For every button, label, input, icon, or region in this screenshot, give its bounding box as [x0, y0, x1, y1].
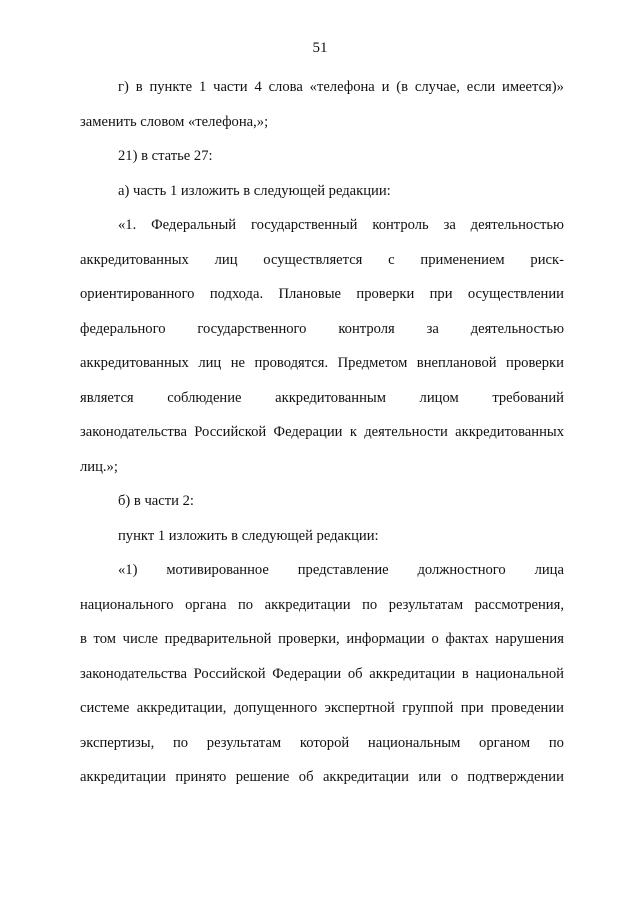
- word: «1.: [118, 217, 137, 233]
- word: к: [349, 424, 357, 440]
- text-line: [80, 691, 564, 726]
- word: аккредитованных: [80, 251, 189, 268]
- word: мотивированное: [166, 562, 269, 578]
- text-line: [80, 381, 564, 416]
- word: Плановые: [278, 286, 342, 302]
- text-line: [80, 277, 564, 312]
- word: допущенного: [233, 700, 318, 716]
- word: и: [381, 79, 390, 95]
- word: пункте: [149, 79, 193, 95]
- word: аккредитации,: [136, 700, 227, 716]
- word: подхода.: [209, 286, 264, 302]
- word: слова: [268, 79, 303, 95]
- text-line: заменить словом «телефона,»;: [80, 113, 269, 130]
- word: контроля: [338, 320, 395, 337]
- text-line: [80, 726, 564, 761]
- word: осуществлении: [467, 286, 564, 302]
- word: «1): [118, 562, 138, 578]
- text-line: [80, 622, 564, 657]
- word: «телефона: [309, 79, 375, 95]
- text-line: [80, 588, 564, 623]
- word: том: [93, 631, 116, 647]
- word: в: [80, 631, 87, 647]
- word: за: [443, 217, 456, 233]
- text-line: [80, 70, 564, 105]
- word: применением: [420, 251, 505, 268]
- word: случае,: [414, 79, 460, 95]
- word: аккредитации: [369, 665, 456, 682]
- word: которой: [299, 734, 350, 751]
- word: предварительной: [164, 631, 272, 647]
- word: результатам: [388, 596, 464, 613]
- word: государственный: [250, 217, 358, 233]
- word: органа: [185, 596, 227, 613]
- word: в: [135, 79, 143, 95]
- word: деятельности: [364, 424, 448, 440]
- word: аккредитации: [80, 769, 166, 785]
- word: требований: [492, 389, 564, 406]
- text-line: [80, 312, 564, 347]
- word: при: [460, 700, 484, 716]
- word: за: [426, 320, 439, 337]
- text-line: б) в части 2:: [118, 493, 194, 509]
- word: (в: [396, 79, 409, 95]
- word: решение: [235, 769, 290, 785]
- word: об: [347, 665, 363, 682]
- word: законодательства: [80, 665, 187, 682]
- word: аккредитации: [322, 769, 409, 785]
- text-line: [80, 553, 564, 588]
- word: аккредитованных: [455, 424, 564, 440]
- word: подтверждении: [467, 769, 564, 785]
- word: с: [388, 251, 395, 268]
- word: в: [461, 665, 469, 682]
- text-line: [80, 760, 564, 795]
- word: контроль: [372, 217, 429, 233]
- word: по: [362, 596, 378, 613]
- text-line: [80, 243, 564, 278]
- word: аккредитованным: [275, 389, 386, 406]
- text-line: лиц.»;: [80, 458, 118, 475]
- word: Предметом: [337, 355, 408, 371]
- word: при: [429, 286, 453, 302]
- word: по: [172, 734, 189, 751]
- document-body: [80, 70, 564, 795]
- text-line: 21) в статье 27:: [118, 148, 213, 164]
- word: рассмотрения,: [474, 596, 564, 613]
- word: системе: [80, 700, 130, 716]
- text-line: а) часть 1 изложить в следующей редакции:: [118, 182, 391, 199]
- word: нарушения: [495, 631, 564, 647]
- word: риск-: [530, 251, 564, 268]
- word: Федерации: [273, 424, 343, 440]
- word: экспертизы,: [80, 734, 155, 751]
- word: числе: [122, 631, 159, 647]
- word: Российской: [194, 424, 267, 440]
- word: о: [431, 631, 439, 647]
- word: Федеральный: [151, 217, 237, 233]
- word: является: [80, 389, 134, 406]
- word: внеплановой: [416, 355, 497, 371]
- text-line: [80, 415, 564, 450]
- text-line: [80, 657, 564, 692]
- word: соблюдение: [167, 389, 242, 406]
- word: ориентированного: [80, 286, 195, 302]
- word: национальной: [475, 665, 564, 682]
- word: деятельностью: [470, 217, 564, 233]
- word: проверки: [356, 286, 415, 302]
- word: проверки,: [278, 631, 340, 647]
- word: лица: [534, 562, 564, 578]
- text-line: пункт 1 изложить в следующей редакции:: [118, 527, 379, 544]
- word: Российской: [193, 665, 266, 682]
- page-number: 51: [312, 40, 328, 56]
- word: по: [237, 596, 254, 613]
- word: федерального: [80, 320, 166, 337]
- word: законодательства: [80, 424, 187, 440]
- word: 4: [254, 79, 262, 95]
- word: или: [418, 769, 442, 785]
- word: результатам: [206, 734, 282, 751]
- word: имеется)»: [502, 79, 564, 95]
- word: должностного: [417, 562, 506, 578]
- word: аккредитованных: [80, 355, 189, 371]
- word: деятельностью: [470, 320, 564, 337]
- word: по: [548, 734, 564, 751]
- word: группой: [402, 700, 454, 716]
- word: об: [298, 769, 314, 785]
- word: принято: [175, 769, 227, 785]
- word: аккредитации: [264, 596, 351, 613]
- word: экспертной: [324, 700, 395, 716]
- word: осуществляется: [263, 251, 363, 268]
- word: лиц: [198, 355, 222, 371]
- word: национального: [80, 596, 174, 613]
- word: не: [230, 355, 246, 371]
- word: проводятся.: [254, 355, 329, 371]
- text-line: [80, 346, 564, 381]
- word: Федерации: [272, 665, 342, 682]
- word: фактах: [445, 631, 489, 647]
- word: лиц: [214, 251, 238, 268]
- word: если: [466, 79, 496, 95]
- text-line: [80, 208, 564, 243]
- word: г): [118, 79, 129, 95]
- word: представление: [297, 562, 389, 578]
- word: органом: [479, 734, 531, 751]
- word: о: [450, 769, 458, 785]
- word: проведении: [491, 700, 564, 716]
- word: проверки: [506, 355, 564, 371]
- word: национальным: [367, 734, 461, 751]
- word: лицом: [419, 389, 459, 406]
- word: части: [213, 79, 248, 95]
- word: информации: [346, 631, 425, 647]
- word: государственного: [197, 320, 307, 337]
- word: 1: [198, 79, 207, 95]
